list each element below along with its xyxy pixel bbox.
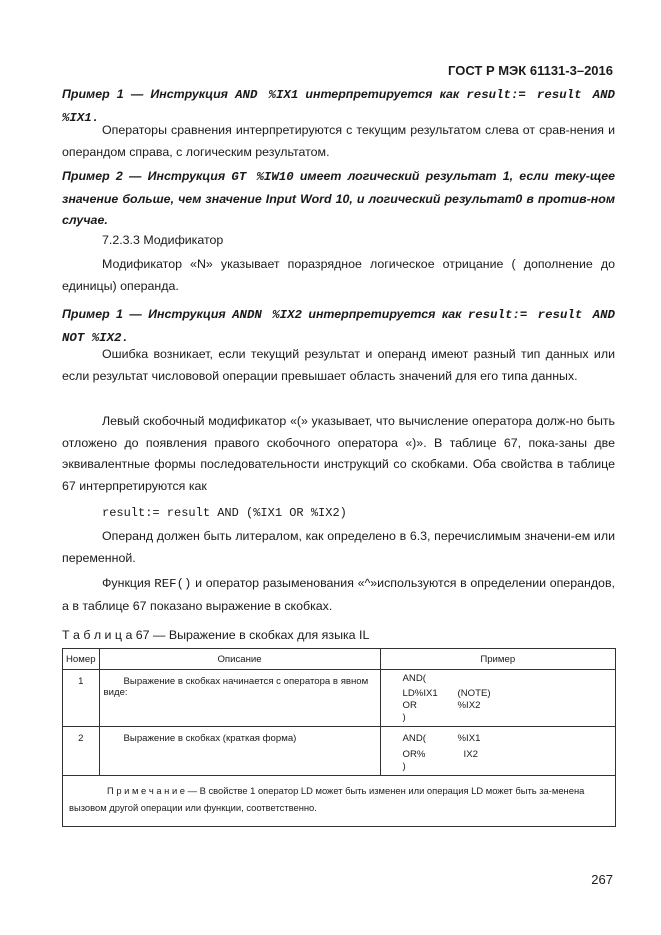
code-example: result:= result AND (%IX1 OR %IX2) [102, 506, 347, 520]
example-3-label: Пример 1 — Инструкция [62, 307, 226, 321]
example-2-label: Пример 2 — Инструкция [62, 169, 226, 183]
error-paragraph: Ошибка возникает, если текущий результат и операнд имеют разный тип данных или если результат числововой операции превышает область значений для его типа данных. [62, 347, 615, 383]
table-note-row [63, 776, 616, 827]
example-line [403, 761, 612, 773]
col-description-header: Описание [99, 649, 380, 670]
function-text: и оператор разыменования «^»используются в определении операндов, а в таблице 67 показано выражение в скобках. [62, 576, 615, 613]
table-row [63, 727, 616, 776]
row-description [99, 670, 380, 727]
col-number-header: Номер [63, 649, 100, 670]
example-1-label: Пример 1 — Инструкция [62, 87, 228, 101]
row-example [380, 670, 615, 727]
example-line [403, 733, 612, 745]
row-description-text: Выражение в скобках (краткая форма) [123, 733, 297, 744]
example-line [403, 712, 612, 724]
example-2-text: имеет логический результат 1, если теку-щее значение больше, чем значение Input Word 10, и логический результат0 в против-ном случае. [62, 169, 615, 227]
example-instr: LD%IX1 [402, 688, 438, 699]
example-1-text: интерпретируется как [305, 87, 460, 101]
table-note-text: П р и м е ч а н и е — В свойстве 1 оператор LD может быть изменен или операция LD может быть за-менена вызовом другой операции или функции, соответственно. [69, 785, 585, 813]
standard-header: ГОСТ Р МЭК 61131-3–2016 [448, 63, 613, 78]
example-3-code: ANDN %IX2 [232, 308, 302, 322]
modifier-paragraph: Модификатор «N» указывает поразрядное логическое отрицание ( дополнение до единицы) операнда. [62, 257, 615, 293]
example-line [403, 673, 612, 685]
il-expression-table [62, 648, 616, 827]
section-heading: 7.2.3.3 Модификатор [102, 233, 224, 247]
table-row [63, 670, 616, 727]
row-description [99, 727, 380, 776]
example-operand: %IX1 [457, 733, 481, 744]
example-instr: ) [402, 712, 406, 723]
example-line [403, 700, 612, 712]
function-label: Функция [102, 576, 151, 590]
example-3-text: интерпретируется как [308, 307, 462, 321]
example-instr: AND( [402, 733, 426, 744]
bracket-paragraph: Левый скобочный модификатор «(» указывает, что вычисление оператора долж-но быть отложено до появления правого скобочного оператора «)». В таблице 67, пока-заны две эквивалентные формы последовательности инструкций со скобками. Оба свойства в таблице 67 интерпретируются как [62, 414, 615, 493]
example-1-code: AND %IX1 [235, 88, 299, 102]
example-operand: IX2 [463, 749, 478, 760]
example-instr: ) [402, 761, 406, 772]
example-line [403, 749, 612, 761]
example-line [403, 688, 612, 700]
row-number: 2 [63, 727, 100, 776]
row-description-text: Выражение в скобках начинается с оператора в явном виде: [103, 676, 369, 698]
example-2-code: GT %IW10 [231, 170, 294, 184]
example-instr: OR% [402, 749, 426, 760]
example-3-result: result:= result AND NOT %IX2. [62, 308, 615, 345]
comparison-paragraph: Операторы сравнения интерпретируются с текущим результатом слева от срав-нения и операндом справа, с логическим результатом. [62, 123, 615, 159]
ref-code: REF() [154, 577, 192, 591]
example-3-paragraph [62, 304, 615, 349]
table-caption: Т а б л и ц а 67 — Выражение в скобках для языка IL [62, 628, 370, 642]
example-instr: OR [402, 700, 417, 711]
example-1-result: result:= result AND [466, 88, 615, 102]
operand-paragraph: Операнд должен быть литералом, как определено в 6.3, перечислимым значени-ем или переменной. [62, 529, 615, 565]
example-1-operand: %IX1. [62, 110, 100, 125]
row-number: 1 [63, 670, 100, 727]
function-paragraph [62, 573, 615, 617]
page-number: 267 [591, 872, 613, 887]
col-example-header: Пример [380, 649, 615, 670]
table-note [63, 776, 616, 827]
table-header-row [63, 649, 616, 670]
example-2-paragraph [62, 166, 615, 232]
example-operand: %IX2 [457, 700, 481, 711]
row-example [380, 727, 615, 776]
example-instr: AND( [402, 673, 426, 684]
example-operand: (NOTE) [457, 688, 491, 699]
